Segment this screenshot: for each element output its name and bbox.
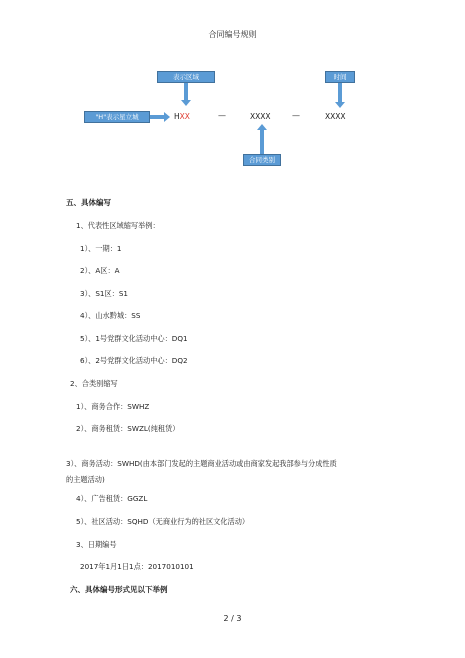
section-five-heading: 五、具体编写	[66, 198, 111, 207]
text-line: 3、日期编号	[76, 540, 117, 549]
text-line: 2）、A区：A	[80, 266, 120, 275]
type-box: 合同类别	[243, 154, 281, 166]
text-line: 1、代表性区域缩写举例：	[76, 221, 160, 230]
h-label-box: "H"表示星立城	[84, 111, 150, 123]
code-type: XXXX	[250, 112, 271, 121]
page-title: 合同编号规则	[208, 30, 257, 39]
time-arrow-head	[335, 102, 345, 108]
text-line: 1）、一期：1	[80, 244, 122, 253]
dash-1: —	[218, 111, 226, 120]
time-arrow	[338, 83, 342, 103]
code-h: H	[174, 112, 180, 121]
text-line: 2）、商务租赁：SWZL(纯租赁）	[76, 424, 180, 433]
text-line: 2017年1月1日1点：2017010101	[80, 562, 194, 571]
h-arrow-head	[164, 112, 170, 122]
region-arrow	[184, 83, 188, 101]
text-line: 3）、商务活动：SWHD(由本部门发起的主题商业活动或由商家发起我部参与分成性质	[66, 459, 337, 468]
text-line: 4）、山水黔城：SS	[80, 311, 141, 320]
region-box: 表示区域	[157, 71, 215, 83]
text-line: 3）、S1区：S1	[80, 289, 128, 298]
text-line: 1）、商务合作：SWHZ	[76, 402, 150, 411]
code-xx: XX	[179, 112, 190, 121]
region-arrow-head	[181, 100, 191, 106]
text-line: 5）、1号党群文化活动中心：DQ1	[80, 334, 188, 343]
text-line: 5）、社区活动：SQHD（无商业行为的社区文化活动）	[76, 517, 250, 526]
code-region	[174, 112, 190, 121]
code-time: XXXX	[325, 112, 346, 121]
type-arrow	[260, 130, 264, 154]
text-line: 2、合类别缩写	[70, 379, 118, 388]
text-line: 6）、2号党群文化活动中心：DQ2	[80, 356, 188, 365]
text-line: 的主题活动)	[66, 475, 105, 484]
page-number: 2 / 3	[223, 614, 242, 623]
text-line: 4）、广告租赁：GGZL	[76, 494, 148, 503]
h-arrow	[150, 115, 164, 119]
time-box: 时间	[325, 71, 355, 83]
dash-2: —	[292, 111, 300, 120]
section-six-heading: 六、具体编号形式见以下举例	[70, 585, 168, 594]
